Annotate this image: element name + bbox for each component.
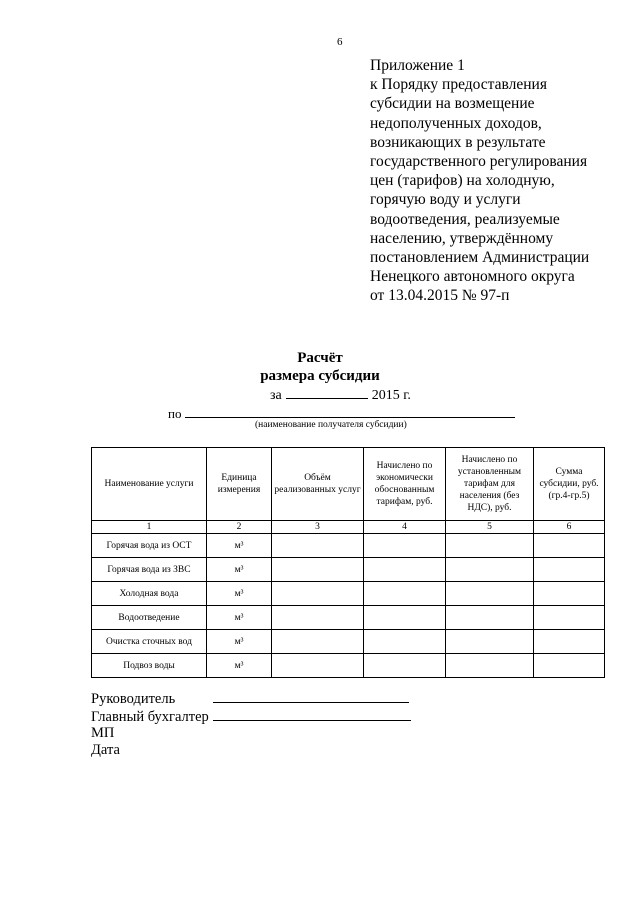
column-number: 1 bbox=[92, 521, 207, 534]
economic-tariff-cell[interactable] bbox=[364, 630, 446, 654]
appendix-block bbox=[370, 56, 589, 306]
column-number: 6 bbox=[534, 521, 605, 534]
subsidy-table bbox=[91, 447, 605, 678]
population-tariff-cell[interactable] bbox=[446, 582, 534, 606]
signature-head-line bbox=[91, 690, 409, 708]
column-number: 3 bbox=[272, 521, 364, 534]
service-name: Водоотведение bbox=[92, 606, 207, 630]
subsidy-sum-cell[interactable] bbox=[534, 558, 605, 582]
population-tariff-cell[interactable] bbox=[446, 534, 534, 558]
subsidy-sum-cell[interactable] bbox=[534, 582, 605, 606]
population-tariff-cell[interactable] bbox=[446, 654, 534, 678]
appendix-line: Ненецкого автономного округа bbox=[370, 268, 575, 286]
signature-head-field[interactable] bbox=[213, 690, 409, 703]
volume-cell[interactable] bbox=[272, 654, 364, 678]
recipient-prefix: по bbox=[168, 406, 182, 421]
column-number: 5 bbox=[446, 521, 534, 534]
service-name: Холодная вода bbox=[92, 582, 207, 606]
appendix-line: постановлением Администрации bbox=[370, 249, 590, 267]
recipient-blank-field[interactable] bbox=[185, 405, 515, 418]
seal-label: МП bbox=[91, 725, 115, 741]
subsidy-sum-cell[interactable] bbox=[534, 534, 605, 558]
population-tariff-cell[interactable] bbox=[446, 558, 534, 582]
table-row bbox=[92, 558, 605, 582]
table-row bbox=[92, 534, 605, 558]
date-label: Дата bbox=[91, 742, 120, 758]
column-header: Начислено по установленным тарифам для населения (без НДС), руб. bbox=[446, 448, 534, 521]
appendix-line: к Порядку предоставления bbox=[370, 76, 547, 94]
column-number: 2 bbox=[207, 521, 272, 534]
population-tariff-cell[interactable] bbox=[446, 630, 534, 654]
column-number: 4 bbox=[364, 521, 446, 534]
volume-cell[interactable] bbox=[272, 606, 364, 630]
economic-tariff-cell[interactable] bbox=[364, 558, 446, 582]
document-subtitle: размера субсидии bbox=[260, 368, 380, 384]
appendix-line: субсидии на возмещение bbox=[370, 95, 535, 113]
period-prefix: за bbox=[270, 388, 282, 403]
subsidy-sum-cell[interactable] bbox=[534, 630, 605, 654]
service-name: Горячая вода из ЗВС bbox=[92, 558, 207, 582]
appendix-line: государственного регулирования bbox=[370, 153, 588, 171]
table-row bbox=[92, 630, 605, 654]
service-name: Горячая вода из ОСТ bbox=[92, 534, 207, 558]
economic-tariff-cell[interactable] bbox=[364, 534, 446, 558]
document-title: Расчёт bbox=[297, 350, 343, 366]
table-row bbox=[92, 582, 605, 606]
table-row bbox=[92, 606, 605, 630]
recipient-caption: (наименование получателя субсидии) bbox=[255, 420, 407, 430]
volume-cell[interactable] bbox=[272, 558, 364, 582]
appendix-line: возникающих в результате bbox=[370, 133, 546, 151]
signature-accountant-line bbox=[91, 708, 411, 726]
signature-accountant-label: Главный бухгалтер bbox=[91, 709, 209, 725]
appendix-line: водоотведения, реализуемые bbox=[370, 210, 560, 228]
column-header: Начислено по экономически обоснованным тарифам, руб. bbox=[364, 448, 446, 521]
table-row bbox=[92, 654, 605, 678]
unit-cell: м³ bbox=[207, 654, 272, 678]
appendix-line: горячую воду и услуги bbox=[370, 191, 521, 209]
period-year: 2015 г. bbox=[371, 388, 411, 403]
service-name: Очистка сточных вод bbox=[92, 630, 207, 654]
economic-tariff-cell[interactable] bbox=[364, 606, 446, 630]
volume-cell[interactable] bbox=[272, 534, 364, 558]
economic-tariff-cell[interactable] bbox=[364, 582, 446, 606]
signature-head-label: Руководитель bbox=[91, 691, 176, 707]
unit-cell: м³ bbox=[207, 558, 272, 582]
subsidy-sum-cell[interactable] bbox=[534, 654, 605, 678]
unit-cell: м³ bbox=[207, 534, 272, 558]
appendix-line: Приложение 1 bbox=[370, 57, 465, 74]
unit-cell: м³ bbox=[207, 606, 272, 630]
volume-cell[interactable] bbox=[272, 630, 364, 654]
service-name: Подвоз воды bbox=[92, 654, 207, 678]
unit-cell: м³ bbox=[207, 630, 272, 654]
appendix-line: населению, утверждённому bbox=[370, 229, 554, 247]
appendix-line: от 13.04.2015 № 97-п bbox=[370, 287, 510, 305]
population-tariff-cell[interactable] bbox=[446, 606, 534, 630]
page-number: 6 bbox=[337, 36, 343, 48]
column-header: Единица измерения bbox=[207, 448, 272, 521]
economic-tariff-cell[interactable] bbox=[364, 654, 446, 678]
unit-cell: м³ bbox=[207, 582, 272, 606]
column-header: Сумма субсидии, руб. (гр.4-гр.5) bbox=[534, 448, 605, 521]
column-header: Объём реализованных услуг bbox=[272, 448, 364, 521]
appendix-line: цен (тарифов) на холодную, bbox=[370, 172, 555, 190]
period-line bbox=[270, 386, 411, 404]
period-blank-field[interactable] bbox=[286, 386, 368, 399]
appendix-line: недополученных доходов, bbox=[370, 114, 542, 132]
column-header: Наименование услуги bbox=[92, 448, 207, 521]
signature-accountant-field[interactable] bbox=[213, 708, 411, 721]
volume-cell[interactable] bbox=[272, 582, 364, 606]
subsidy-sum-cell[interactable] bbox=[534, 606, 605, 630]
